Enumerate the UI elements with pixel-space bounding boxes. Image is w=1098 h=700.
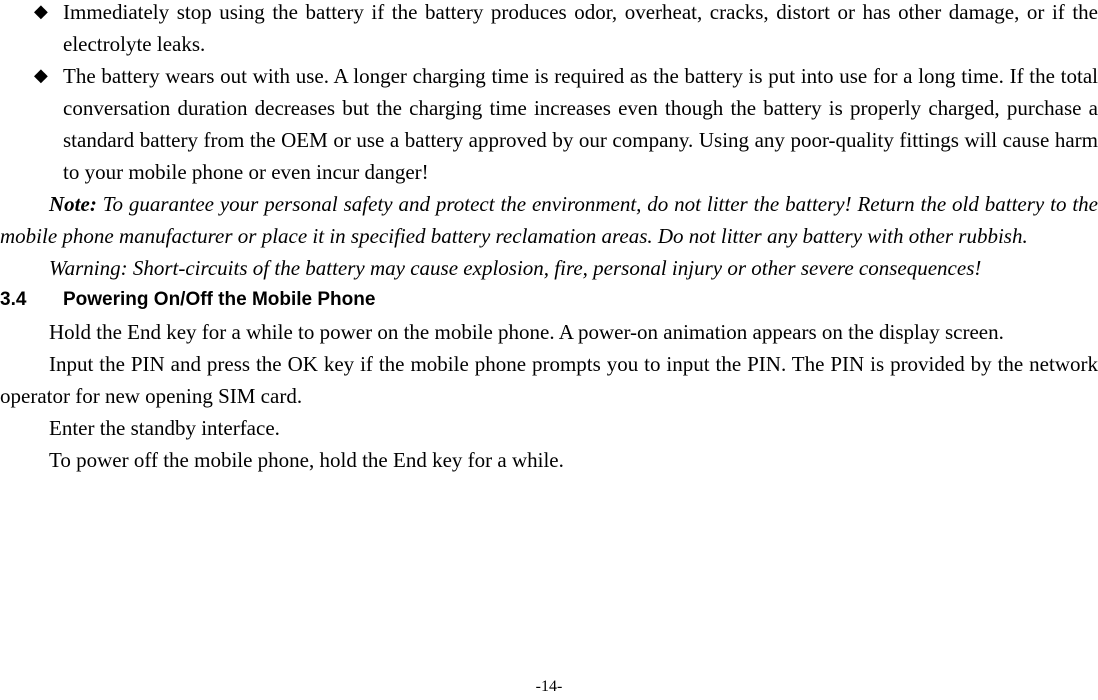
paragraph-power-off: To power off the mobile phone, hold the End key for a while. [49,448,564,472]
section-title: Powering On/Off the Mobile Phone [63,289,376,310]
bullet-item-electrolyte [0,0,1098,60]
diamond-bullet-icon: ◆ [34,1,48,22]
paragraph-power-on: Hold the End key for a while to power on the mobile phone. A power-on animation appears on the display screen. [49,320,1004,344]
section-number: 3.4 [0,289,27,310]
section-heading [0,284,1098,316]
warning-paragraph: Warning: Short-circuits of the battery may cause explosion, fire, personal injury or other severe consequences! [49,256,982,280]
note-paragraph [0,188,1098,252]
bullet-text: The battery wears out with use. A longer charging time is required as the battery is put into use for a long time. If the total conversation duration decreases but the charging time increases even though the battery is properly charged, purchase a standard battery from the OEM or use a battery approved by our company. Using any poor-quality fittings will cause harm to your mobile phone or even incur danger! [63,64,1098,184]
bullet-item-battery-wear [0,60,1098,188]
note-text: To guarantee your personal safety and protect the environment, do not litter the battery! Return the old battery to the mobile phone manufacturer or place it in specified battery reclamation areas. Do not litter any battery with other rubbish. [0,192,1098,248]
paragraph-pin: Input the PIN and press the OK key if the mobile phone prompts you to input the PIN. The PIN is provided by the network operator for new opening SIM card. [0,352,1098,408]
diamond-bullet-icon: ◆ [34,65,48,86]
paragraph-standby: Enter the standby interface. [49,416,280,440]
bullet-text: Immediately stop using the battery if the battery produces odor, overheat, cracks, distort or has other damage, or if the electrolyte leaks. [63,0,1098,56]
note-label: Note: [49,192,97,216]
page-number: -14- [535,678,563,695]
